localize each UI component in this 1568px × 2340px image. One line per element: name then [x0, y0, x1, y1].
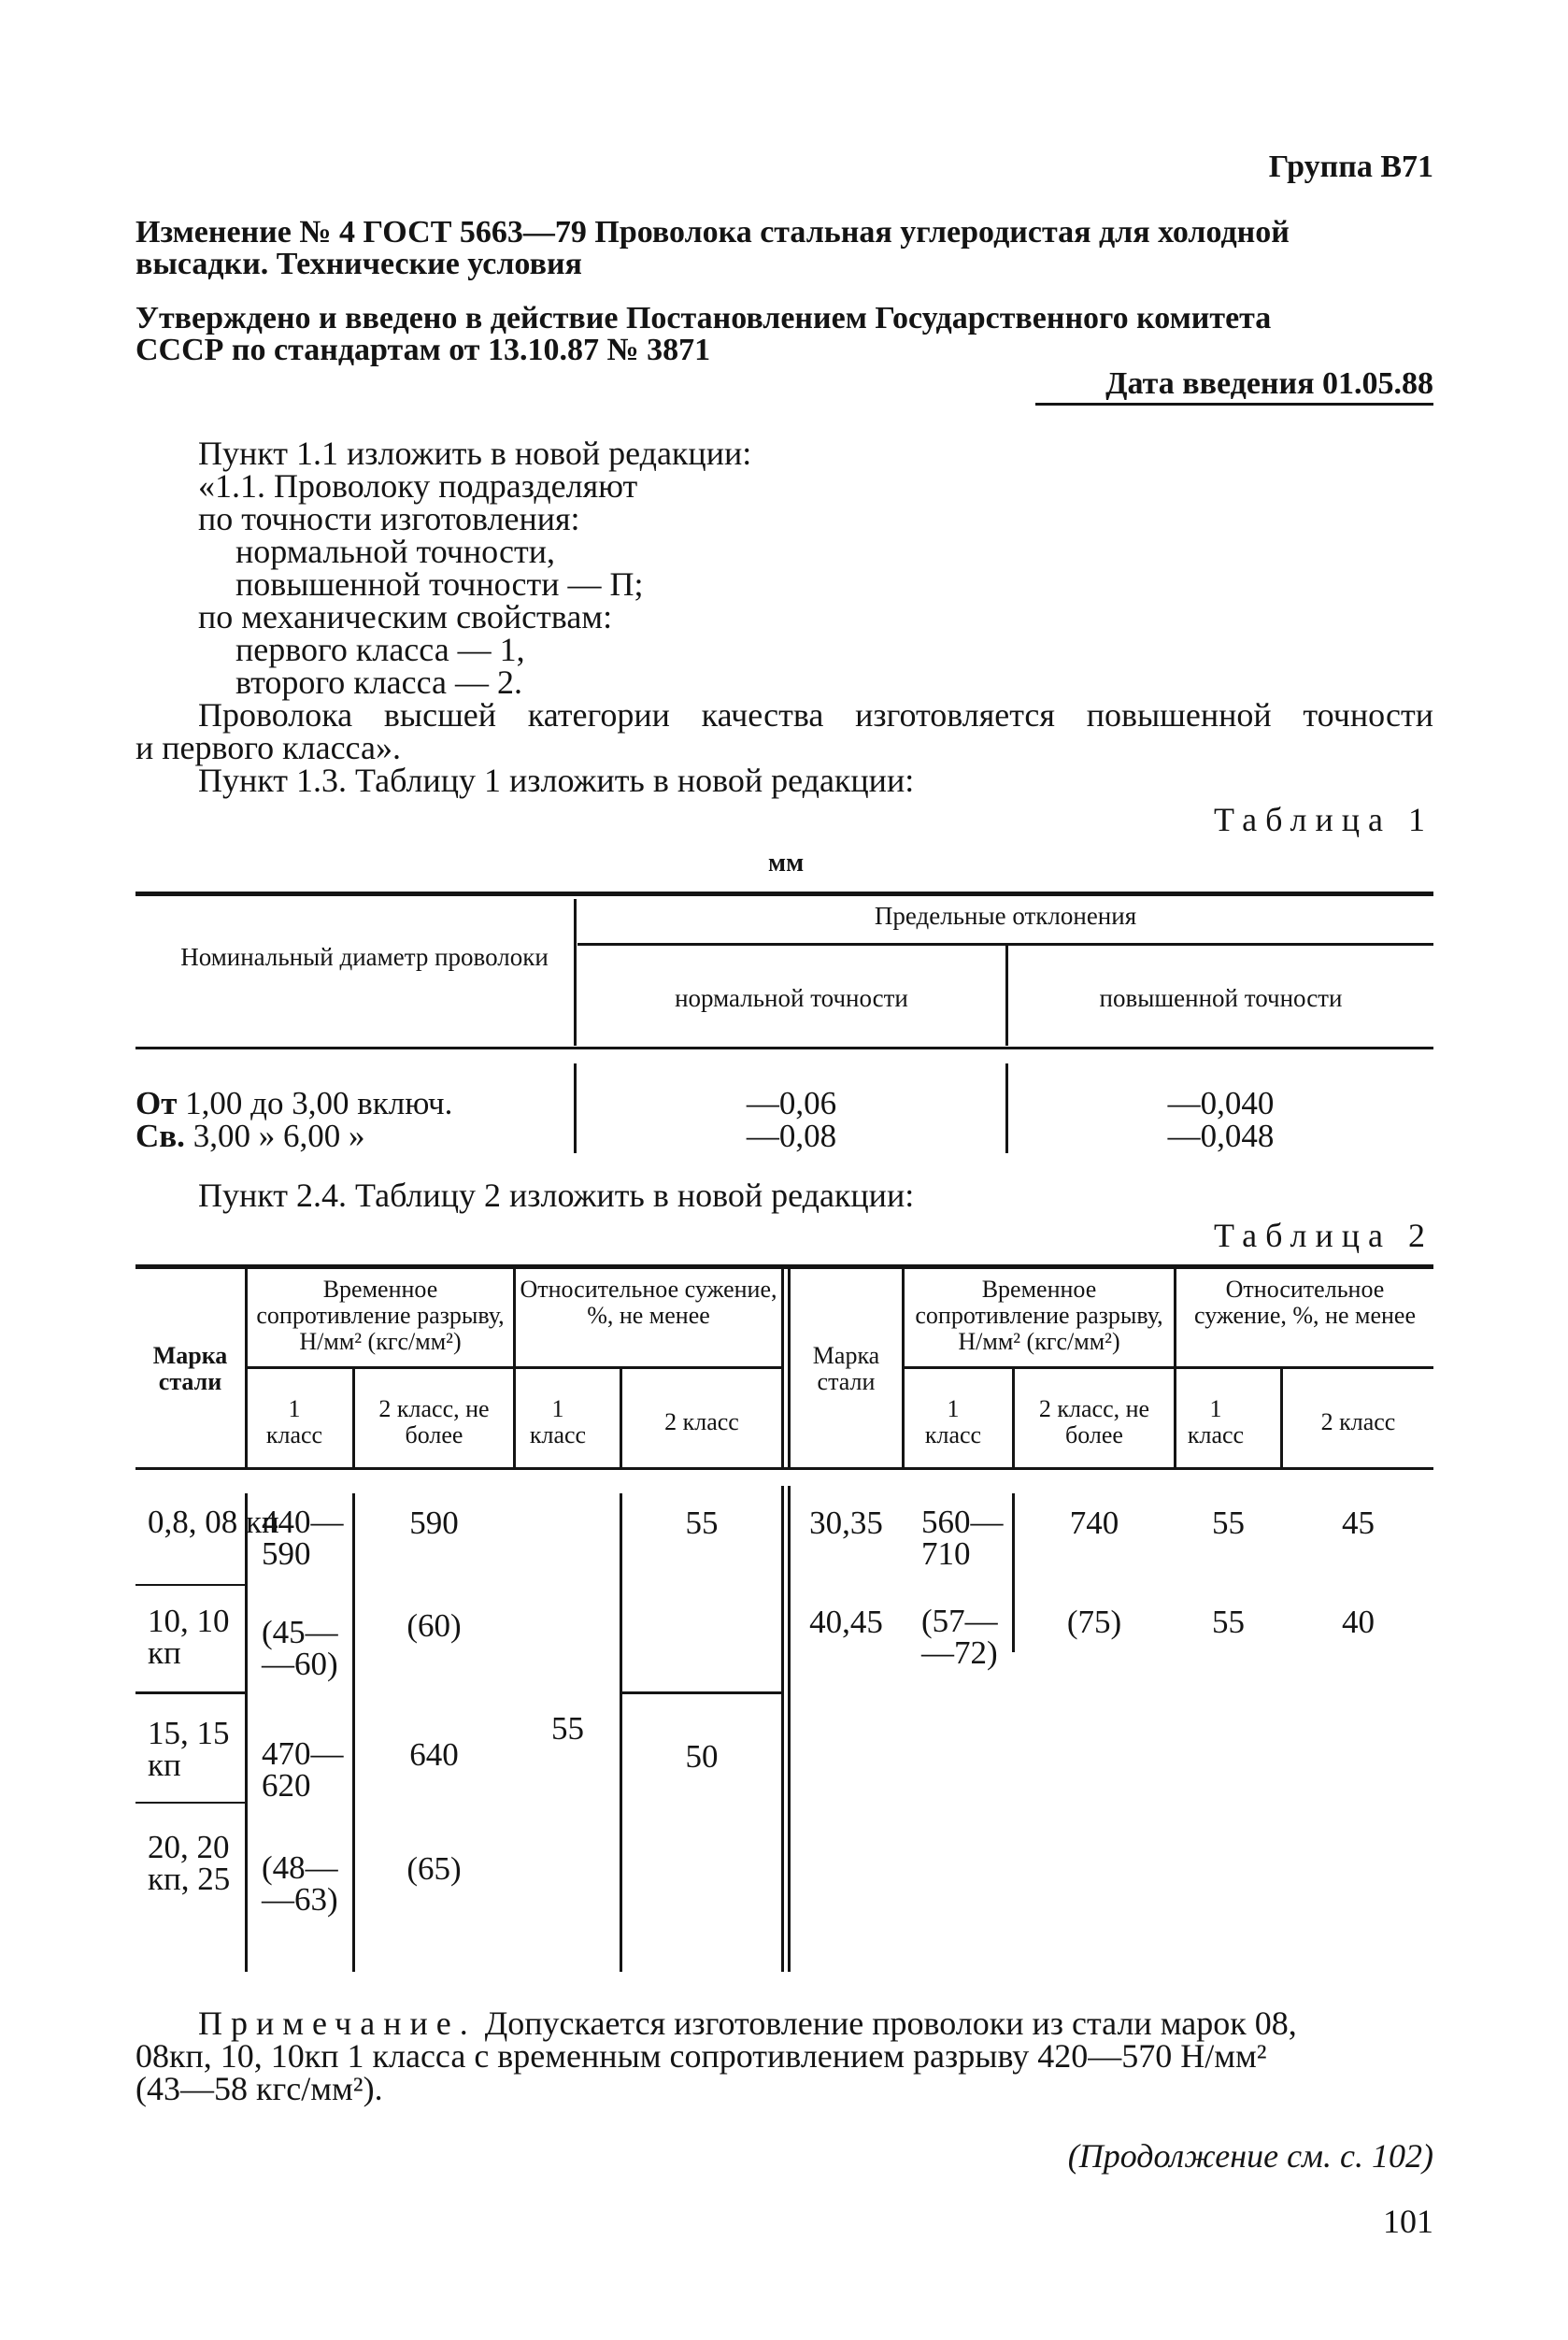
table2-contraction-class2: 50 — [685, 1738, 719, 1775]
point-2-4: Пункт 2.4. Таблицу 2 изложить в новой редакции: — [198, 1177, 915, 1214]
title-line-2: высадки. Технические условия — [135, 247, 582, 281]
table2-strength-class2: (75) — [1066, 1604, 1122, 1640]
table2-col-class2: 2 класс — [664, 1408, 739, 1435]
table2-row-sep — [622, 1691, 781, 1694]
table2-col-grade-left: Марка стали — [152, 1342, 228, 1395]
body-line: «1.1. Проволоку подразделяют — [198, 467, 638, 505]
table2-grade: 40,45 — [809, 1604, 883, 1640]
table1-row2-prefix: Св. — [135, 1118, 185, 1154]
table2-grade: 20, 20 кп, 25 — [148, 1829, 231, 1897]
table2-col-class2: 2 класс — [1320, 1408, 1396, 1435]
table2-col-class1: 1 класс — [529, 1395, 587, 1448]
page-number: 101 — [1383, 2203, 1433, 2240]
body-line: Пункт 1.1 изложить в новой редакции: — [198, 435, 752, 472]
intro-date: Дата введения 01.05.88 — [1105, 366, 1433, 401]
table2-strength-class2: 590 — [409, 1505, 459, 1541]
table1-row2-normal: —0,08 — [746, 1118, 837, 1154]
table1-vline — [574, 899, 577, 1046]
table2-contraction-class2: 45 — [1342, 1505, 1375, 1541]
table2-col-class2-max: 2 класс, не более — [378, 1395, 490, 1448]
body-line: первого класса — 1, — [235, 631, 525, 668]
table1-vline — [574, 1063, 577, 1153]
table1-head-rule — [135, 1047, 1433, 1049]
table2-row-sep — [135, 1691, 245, 1694]
note-text-1: Допускается изготовление проволоки из стали марок 08, — [484, 2005, 1297, 2042]
table1-row2-diameter — [135, 1120, 364, 1152]
table2-vline — [620, 1493, 622, 1972]
table2-strength-class1: (45— —60) — [262, 1614, 338, 1682]
note-line-1 — [198, 2007, 1297, 2040]
table1-row2-high: —0,048 — [1167, 1118, 1275, 1154]
table2-row-sep — [135, 1584, 245, 1586]
table2-contraction-class1: 55 — [1212, 1505, 1245, 1541]
table2-grade: 30,35 — [809, 1505, 883, 1541]
table1-col-limits: Предельные отклонения — [874, 902, 1137, 930]
table2-strength-class1: (48— —63) — [262, 1849, 338, 1918]
approved-line-1: Утверждено и введено в действие Постановлением Государственного комитета — [135, 301, 1272, 335]
group-label: Группа В71 — [1268, 150, 1433, 184]
table2-strength-class1: (57— —72) — [921, 1603, 998, 1671]
table2-double-vline-b — [788, 1486, 791, 1972]
body-line: повышенной точности — П; — [235, 565, 644, 603]
table2-col-grade-right: Марка стали — [812, 1342, 880, 1395]
note-line-2: 08кп, 10, 10кп 1 класса с временным сопротивлением разрыву 420—570 Н/мм² — [135, 2037, 1267, 2075]
table2-strength-class2: 640 — [409, 1736, 459, 1773]
note-label: Примечание. — [198, 2005, 477, 2042]
body-line: по механическим свойствам: — [198, 598, 613, 635]
table1-caption: Таблица 1 — [1214, 801, 1433, 838]
table2-strength-class1: 440— 590 — [262, 1504, 344, 1572]
continuation-note: (Продолжение см. с. 102) — [1067, 2137, 1433, 2175]
note-line-3: (43—58 кгс/мм²). — [135, 2070, 383, 2107]
table2-contraction-class1: 55 — [551, 1710, 584, 1747]
table2-head-rule — [135, 1467, 1433, 1470]
table1-col-normal: нормальной точности — [675, 984, 908, 1012]
table2-double-vline-a — [781, 1486, 784, 1972]
table2-contraction-class2: 55 — [685, 1505, 719, 1541]
body-line: Пункт 1.3. Таблицу 1 изложить в новой редакции: — [198, 762, 915, 799]
table1-row1-range: 1,00 до 3,00 включ. — [185, 1085, 453, 1121]
body-line: второго класса — 2. — [235, 663, 523, 701]
table2-grade: 0,8, 08 кп — [148, 1504, 279, 1540]
table2-top-rule — [135, 1264, 1433, 1269]
body-line: Проволока высшей категории качества изготовляется повышенной точности — [198, 696, 1433, 734]
table2-contraction-class2: 40 — [1342, 1604, 1375, 1640]
table2-col-strength-right: Временное сопротивление разрыву, Н/мм² (кгс/мм²) — [915, 1276, 1163, 1355]
table2-col-contraction-left: Относительное сужение, %, не менее — [520, 1276, 777, 1329]
table2-caption: Таблица 2 — [1214, 1217, 1433, 1254]
table2-col-class1: 1 класс — [924, 1395, 982, 1448]
intro-date-underline — [1035, 403, 1433, 406]
table2-col-contraction-right: Относительное сужение, %, не менее — [1194, 1276, 1416, 1329]
table2-strength-class2: 740 — [1069, 1505, 1119, 1541]
table2-strength-class2: (65) — [406, 1850, 462, 1887]
table2-vline — [245, 1493, 248, 1972]
table2-strength-class2: (60) — [406, 1607, 462, 1644]
table1-col-high: повышенной точности — [1099, 984, 1343, 1012]
table2-row-sep — [135, 1802, 245, 1804]
table2-col-strength-left: Временное сопротивление разрыву, Н/мм² (кгс/мм²) — [256, 1276, 505, 1355]
table2-col-class2-max: 2 класс, не более — [1038, 1395, 1150, 1448]
table2-strength-class1: 560— 710 — [921, 1504, 1004, 1572]
table1-row1-diameter — [135, 1087, 452, 1120]
table1-row1-high: —0,040 — [1167, 1085, 1275, 1121]
table2-grade: 10, 10 кп — [148, 1603, 230, 1671]
body-line: нормальной точности, — [235, 533, 556, 570]
table1-top-rule — [135, 892, 1433, 896]
table2-col-class1: 1 класс — [265, 1395, 323, 1448]
table1-row1-normal: —0,06 — [746, 1085, 837, 1121]
title-line-1: Изменение № 4 ГОСТ 5663—79 Проволока стальная углеродистая для холодной — [135, 215, 1290, 250]
table2-subhead-rule-left — [248, 1366, 781, 1369]
body-line: и первого класса». — [135, 729, 401, 766]
table2-subhead-rule-right — [905, 1366, 1433, 1369]
table1-row1-prefix: От — [135, 1085, 178, 1121]
table1-unit: мм — [768, 849, 805, 878]
table1-col-diameter: Номинальный диаметр проволоки — [180, 943, 549, 971]
table2-double-vline-a — [781, 1269, 784, 1467]
table2-vline — [352, 1493, 355, 1972]
table2-grade: 15, 15 кп — [148, 1715, 230, 1783]
table1-row2-range: 3,00 » 6,00 » — [192, 1118, 365, 1154]
approved-line-2: СССР по стандартам от 13.10.87 № 3871 — [135, 333, 711, 367]
table2-strength-class1: 470— 620 — [262, 1735, 344, 1804]
table2-col-class1: 1 класс — [1187, 1395, 1245, 1448]
body-line: по точности изготовления: — [198, 500, 580, 537]
table2-contraction-class1: 55 — [1212, 1604, 1245, 1640]
